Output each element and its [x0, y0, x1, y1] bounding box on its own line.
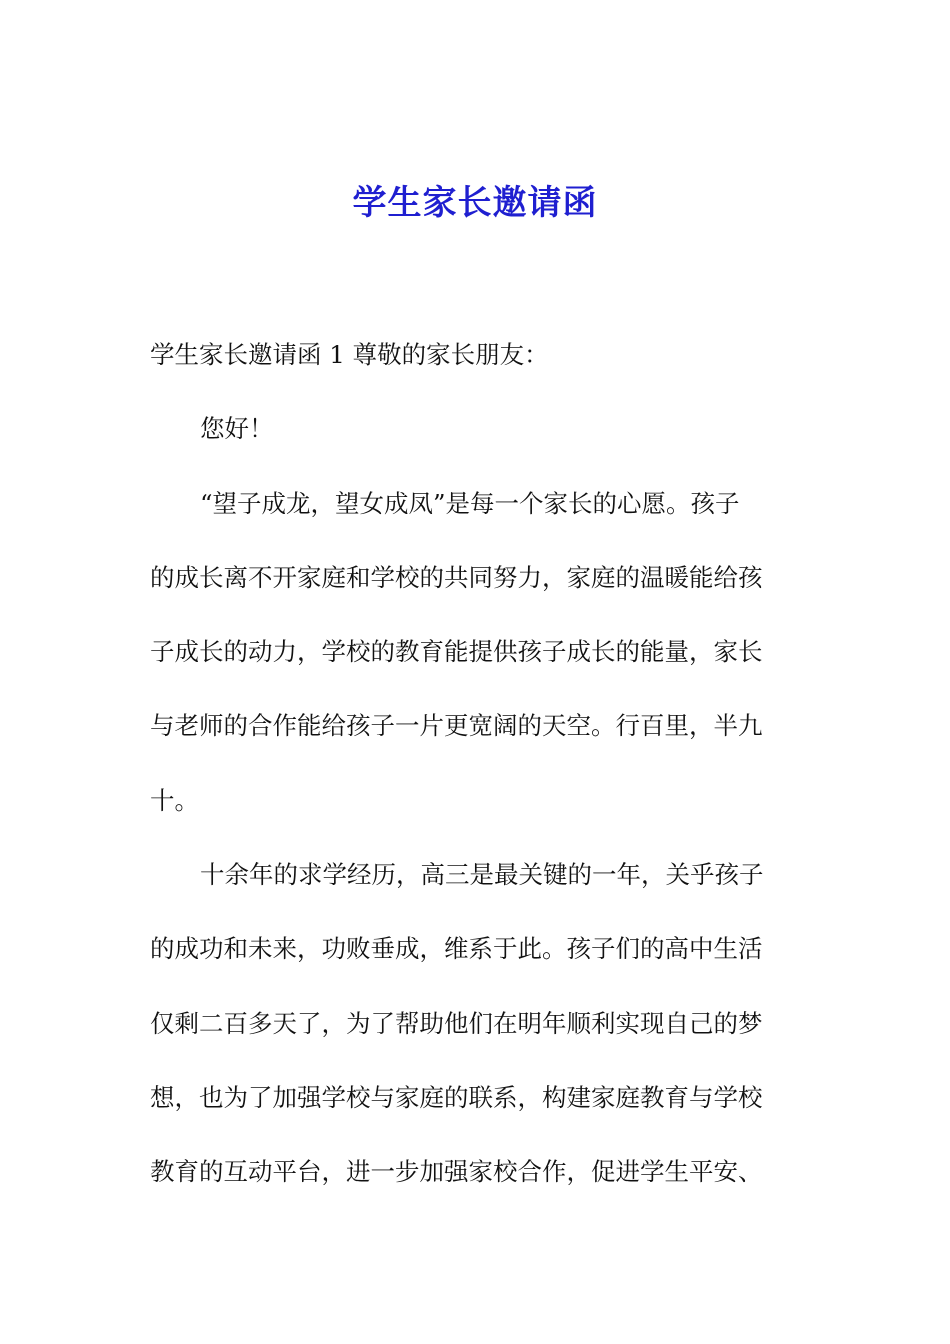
body-line: 想，也为了加强学校与家庭的联系，构建家庭教育与学校 [150, 1082, 763, 1112]
body-line: 十。 [150, 785, 199, 815]
document-title: 学生家长邀请函 [352, 183, 598, 223]
body-line: 子成长的动力，学校的教育能提供孩子成长的能量，家长 [150, 637, 763, 667]
document-body [150, 330, 795, 1222]
body-line-paragraph-2-start: 十余年的求学经历，高三是最关键的一年，关乎孩子 [200, 860, 764, 890]
body-line: 仅剩二百多天了，为了帮助他们在明年顺利实现自己的梦 [150, 1008, 763, 1038]
body-line-paragraph-1-start: “望子成龙，望女成凤”是每一个家长的心愿。孩子 [200, 488, 740, 518]
body-line: 的成长离不开家庭和学校的共同努力，家庭的温暖能给孩 [150, 562, 763, 592]
body-line-salutation: 您好！ [200, 414, 274, 444]
body-line: 与老师的合作能给孩子一片更宽阔的天空。行百里，半九 [150, 711, 763, 741]
body-line: 的成功和未来，功败垂成，维系于此。孩子们的高中生活 [150, 934, 763, 964]
body-line: 教育的互动平台，进一步加强家校合作，促进学生平安、 [150, 1157, 763, 1187]
body-line-greeting: 学生家长邀请函 1 尊敬的家长朋友： [150, 340, 549, 369]
